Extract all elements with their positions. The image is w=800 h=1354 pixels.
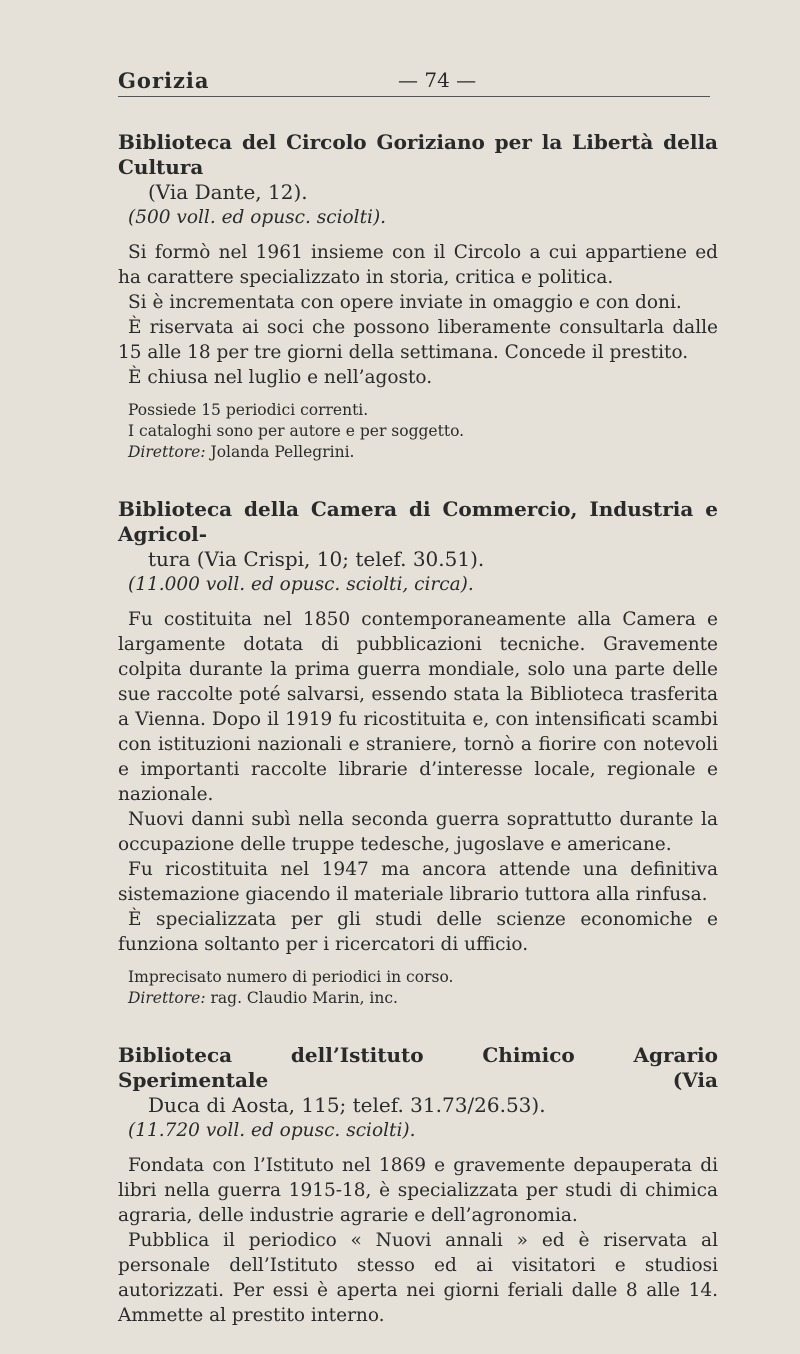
library-entry <box>118 1043 718 1328</box>
entry-note: I cataloghi sono per autore e per soggetto. <box>128 422 465 440</box>
entry-director <box>118 988 718 1009</box>
entry-paragraph: Si è incrementata con opere inviate in omaggio e con doni. <box>128 292 682 313</box>
entry-address: tura (Via Crispi, 10; telef. 30.51). <box>148 547 485 571</box>
entry-title-line: Biblioteca del Circolo Goriziano per la Libertà della Cultura <box>118 130 718 179</box>
entry-note: Possiede 15 periodici correnti. <box>128 401 369 419</box>
entry-note: Imprecisato numero di periodici in corso. <box>128 968 454 986</box>
page-content <box>118 130 718 1354</box>
entry-title <box>118 130 718 205</box>
entry-paragraph: Si formò nel 1961 insieme con il Circolo a cui appartiene ed ha carattere specializzato in storia, critica e politica. <box>118 242 718 288</box>
entry-volumes: (11.000 voll. ed opusc. sciolti, circa). <box>128 574 474 595</box>
entry-paragraph: Pubblica il periodico « Nuovi annali » ed è riservata al personale dell’Istituto stesso ed ai visitatori e studiosi autorizzati. Per essi è aperta nei giorni feriali dalle 8 alle 14. Ammette al prestito interno. <box>118 1230 718 1326</box>
entry-paragraph: Fu costituita nel 1850 contemporaneamente alla Camera e largamente dotata di pubblicazioni tecniche. Gravemente colpita durante la prima guerra mondiale, solo una parte delle sue raccolte poté salvarsi, essendo stata la Biblioteca trasferita a Vienna. Dopo il 1919 fu ricostituita e, con intensificati scambi con istituzioni nazionali e straniere, tornò a fiorire con notevoli e importanti raccolte librarie d’interesse locale, regionale e nazionale. <box>118 609 718 805</box>
running-head-place: Gorizia <box>118 68 210 93</box>
entry-paragraph: Fondata con l’Istituto nel 1869 e gravemente depauperata di libri nella guerra 1915-18, è specializzata per studi di chimica agraria, delle industrie agrarie e dell’agronomia. <box>118 1155 718 1226</box>
entry-title <box>118 1043 718 1118</box>
entry-volumes: (11.720 voll. ed opusc. sciolti). <box>128 1120 416 1141</box>
entry-paragraph: È riservata ai soci che possono liberamente consultarla dalle 15 alle 18 per tre giorni della settimana. Concede il prestito. <box>118 317 718 363</box>
page-number: — 74 — <box>398 68 477 92</box>
library-entry <box>118 497 718 1009</box>
running-head <box>118 68 710 97</box>
director-label: Direttore: <box>128 989 206 1007</box>
entry-volumes: (500 voll. ed opusc. sciolti). <box>128 207 387 228</box>
entry-director <box>118 442 718 463</box>
director-name: rag. Claudio Marin, inc. <box>210 989 398 1007</box>
entry-address: (Via Dante, 12). <box>148 180 308 204</box>
entry-paragraph: Fu ricostituita nel 1947 ma ancora attende una definitiva sistemazione giacendo il materiale librario tuttora alla rinfusa. <box>118 859 718 905</box>
entry-title-line: Biblioteca della Camera di Commercio, Industria e Agricol- <box>118 497 718 546</box>
entry-paragraph: È chiusa nel luglio e nell’agosto. <box>128 367 433 388</box>
library-entry <box>118 130 718 463</box>
entry-paragraph: Nuovi danni subì nella seconda guerra soprattutto durante la occupazione delle truppe tedesche, jugoslave e americane. <box>118 809 718 855</box>
entry-paragraph: È specializzata per gli studi delle scienze economiche e funziona soltanto per i ricercatori di ufficio. <box>118 909 718 955</box>
entry-address: Duca di Aosta, 115; telef. 31.73/26.53). <box>148 1093 546 1117</box>
director-label: Direttore: <box>128 443 206 461</box>
entry-title-line: Biblioteca dell’Istituto Chimico Agrario Sperimentale (Via <box>118 1043 718 1092</box>
director-name: Jolanda Pellegrini. <box>210 443 355 461</box>
entry-title <box>118 497 718 572</box>
